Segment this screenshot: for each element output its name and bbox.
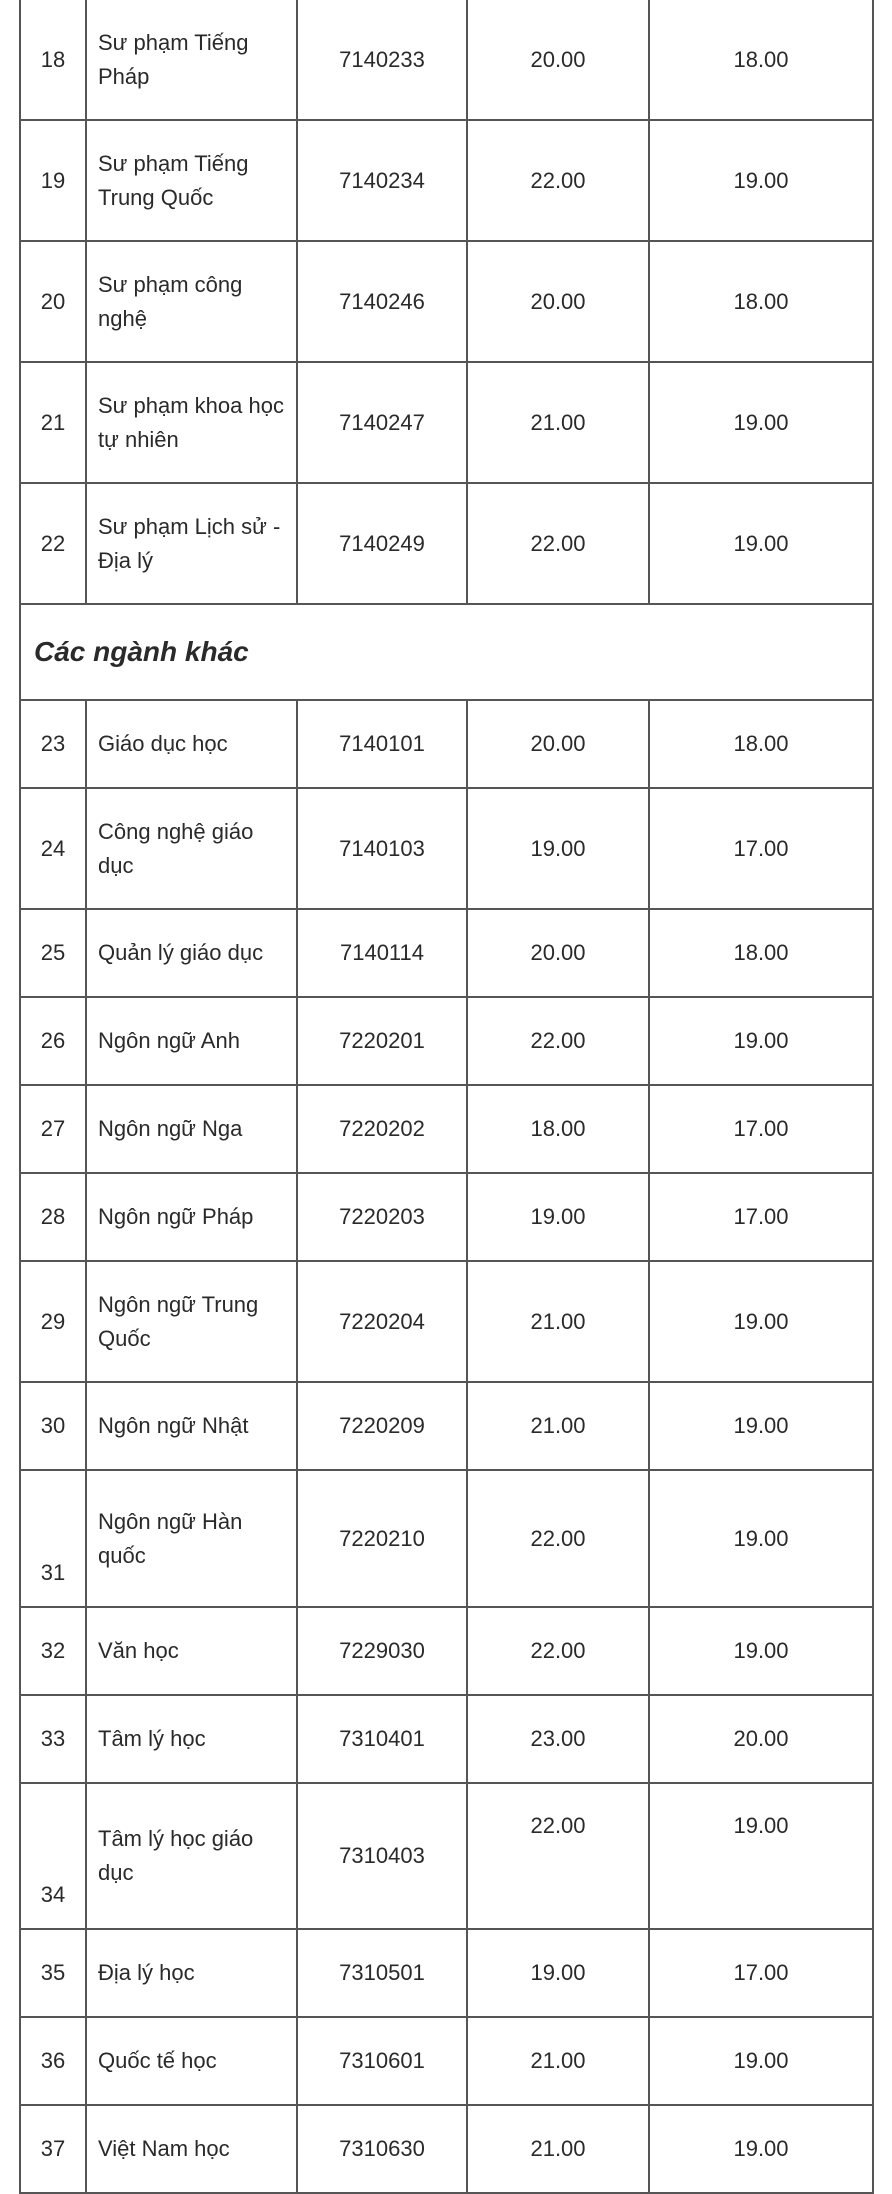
major-name: Quốc tế học bbox=[86, 2017, 297, 2105]
score-1: 22.00 bbox=[467, 1607, 649, 1695]
score-2: 19.00 bbox=[649, 997, 873, 1085]
row-number: 18 bbox=[20, 0, 86, 120]
row-number: 35 bbox=[20, 1929, 86, 2017]
row-number: 21 bbox=[20, 362, 86, 483]
table-row bbox=[20, 2105, 873, 2193]
major-code: 7140101 bbox=[297, 700, 467, 788]
score-1: 19.00 bbox=[467, 1929, 649, 2017]
score-2: 19.00 bbox=[649, 483, 873, 604]
table-row bbox=[20, 241, 873, 362]
table-row bbox=[20, 2017, 873, 2105]
major-code: 7140103 bbox=[297, 788, 467, 909]
score-2: 19.00 bbox=[649, 362, 873, 483]
score-1: 18.00 bbox=[467, 1085, 649, 1173]
major-name: Sư phạm Tiếng Pháp bbox=[86, 0, 297, 120]
table-row bbox=[20, 483, 873, 604]
table-row bbox=[20, 700, 873, 788]
row-number: 28 bbox=[20, 1173, 86, 1261]
table-row bbox=[20, 997, 873, 1085]
score-2: 17.00 bbox=[649, 1085, 873, 1173]
major-code: 7310401 bbox=[297, 1695, 467, 1783]
score-2: 19.00 bbox=[649, 120, 873, 241]
row-number: 32 bbox=[20, 1607, 86, 1695]
score-1: 21.00 bbox=[467, 2105, 649, 2193]
major-name: Ngôn ngữ Nga bbox=[86, 1085, 297, 1173]
major-code: 7140247 bbox=[297, 362, 467, 483]
table-row bbox=[20, 1085, 873, 1173]
major-name: Sư phạm Tiếng Trung Quốc bbox=[86, 120, 297, 241]
score-1: 22.00 bbox=[467, 483, 649, 604]
score-1: 21.00 bbox=[467, 1261, 649, 1382]
score-1: 22.00 bbox=[467, 120, 649, 241]
score-1: 22.00 bbox=[467, 1470, 649, 1607]
major-name: Địa lý học bbox=[86, 1929, 297, 2017]
score-2: 18.00 bbox=[649, 0, 873, 120]
row-number: 36 bbox=[20, 2017, 86, 2105]
row-number: 25 bbox=[20, 909, 86, 997]
major-code: 7140246 bbox=[297, 241, 467, 362]
score-2: 20.00 bbox=[649, 1695, 873, 1783]
score-1: 22.00 bbox=[467, 997, 649, 1085]
score-1: 19.00 bbox=[467, 788, 649, 909]
score-2: 17.00 bbox=[649, 1173, 873, 1261]
score-2: 19.00 bbox=[649, 1607, 873, 1695]
major-code: 7220210 bbox=[297, 1470, 467, 1607]
row-number: 33 bbox=[20, 1695, 86, 1783]
section-title: Các ngành khác bbox=[20, 604, 873, 700]
major-name: Ngôn ngữ Hàn quốc bbox=[86, 1470, 297, 1607]
row-number: 24 bbox=[20, 788, 86, 909]
table-row bbox=[20, 1470, 873, 1607]
score-1: 19.00 bbox=[467, 1173, 649, 1261]
score-2: 17.00 bbox=[649, 788, 873, 909]
major-code: 7310403 bbox=[297, 1783, 467, 1929]
row-number: 23 bbox=[20, 700, 86, 788]
major-code: 7220203 bbox=[297, 1173, 467, 1261]
score-1: 20.00 bbox=[467, 700, 649, 788]
major-name: Quản lý giáo dục bbox=[86, 909, 297, 997]
score-1: 20.00 bbox=[467, 241, 649, 362]
admission-score-table bbox=[19, 0, 874, 2194]
table-row bbox=[20, 1695, 873, 1783]
major-name: Ngôn ngữ Nhật bbox=[86, 1382, 297, 1470]
major-code: 7140249 bbox=[297, 483, 467, 604]
table-row bbox=[20, 788, 873, 909]
row-number: 27 bbox=[20, 1085, 86, 1173]
major-name: Việt Nam học bbox=[86, 2105, 297, 2193]
row-number: 19 bbox=[20, 120, 86, 241]
score-2: 19.00 bbox=[649, 2017, 873, 2105]
major-name: Sư phạm Lịch sử - Địa lý bbox=[86, 483, 297, 604]
table-row bbox=[20, 1261, 873, 1382]
score-2: 18.00 bbox=[649, 241, 873, 362]
score-2: 18.00 bbox=[649, 700, 873, 788]
score-2: 18.00 bbox=[649, 909, 873, 997]
row-number: 30 bbox=[20, 1382, 86, 1470]
score-1: 22.00 bbox=[467, 1783, 649, 1929]
row-number: 22 bbox=[20, 483, 86, 604]
score-1: 21.00 bbox=[467, 362, 649, 483]
table-row bbox=[20, 1929, 873, 2017]
table-row bbox=[20, 0, 873, 120]
major-code: 7220202 bbox=[297, 1085, 467, 1173]
table-row bbox=[20, 1783, 873, 1929]
major-name: Sư phạm công nghệ bbox=[86, 241, 297, 362]
major-code: 7229030 bbox=[297, 1607, 467, 1695]
score-1: 21.00 bbox=[467, 1382, 649, 1470]
major-code: 7220201 bbox=[297, 997, 467, 1085]
row-number: 29 bbox=[20, 1261, 86, 1382]
row-number: 37 bbox=[20, 2105, 86, 2193]
major-name: Tâm lý học giáo dục bbox=[86, 1783, 297, 1929]
row-number: 31 bbox=[20, 1470, 86, 1607]
table-row bbox=[20, 1173, 873, 1261]
table-row bbox=[20, 1382, 873, 1470]
score-2: 17.00 bbox=[649, 1929, 873, 2017]
row-number: 20 bbox=[20, 241, 86, 362]
score-2: 19.00 bbox=[649, 1783, 873, 1929]
major-code: 7310601 bbox=[297, 2017, 467, 2105]
major-name: Văn học bbox=[86, 1607, 297, 1695]
score-2: 19.00 bbox=[649, 1261, 873, 1382]
major-code: 7140114 bbox=[297, 909, 467, 997]
row-number: 26 bbox=[20, 997, 86, 1085]
table-row bbox=[20, 362, 873, 483]
major-code: 7220204 bbox=[297, 1261, 467, 1382]
major-name: Ngôn ngữ Anh bbox=[86, 997, 297, 1085]
table-row bbox=[20, 909, 873, 997]
score-1: 20.00 bbox=[467, 909, 649, 997]
major-code: 7310630 bbox=[297, 2105, 467, 2193]
major-code: 7140233 bbox=[297, 0, 467, 120]
table-row bbox=[20, 120, 873, 241]
major-name: Công nghệ giáo dục bbox=[86, 788, 297, 909]
major-name: Tâm lý học bbox=[86, 1695, 297, 1783]
score-2: 19.00 bbox=[649, 1382, 873, 1470]
major-code: 7140234 bbox=[297, 120, 467, 241]
score-2: 19.00 bbox=[649, 1470, 873, 1607]
major-name: Ngôn ngữ Trung Quốc bbox=[86, 1261, 297, 1382]
score-1: 20.00 bbox=[467, 0, 649, 120]
score-1: 21.00 bbox=[467, 2017, 649, 2105]
major-code: 7310501 bbox=[297, 1929, 467, 2017]
table-row bbox=[20, 1607, 873, 1695]
major-code: 7220209 bbox=[297, 1382, 467, 1470]
score-2: 19.00 bbox=[649, 2105, 873, 2193]
section-row bbox=[20, 604, 873, 700]
major-name: Sư phạm khoa học tự nhiên bbox=[86, 362, 297, 483]
major-name: Ngôn ngữ Pháp bbox=[86, 1173, 297, 1261]
major-name: Giáo dục học bbox=[86, 700, 297, 788]
score-1: 23.00 bbox=[467, 1695, 649, 1783]
row-number: 34 bbox=[20, 1783, 86, 1929]
